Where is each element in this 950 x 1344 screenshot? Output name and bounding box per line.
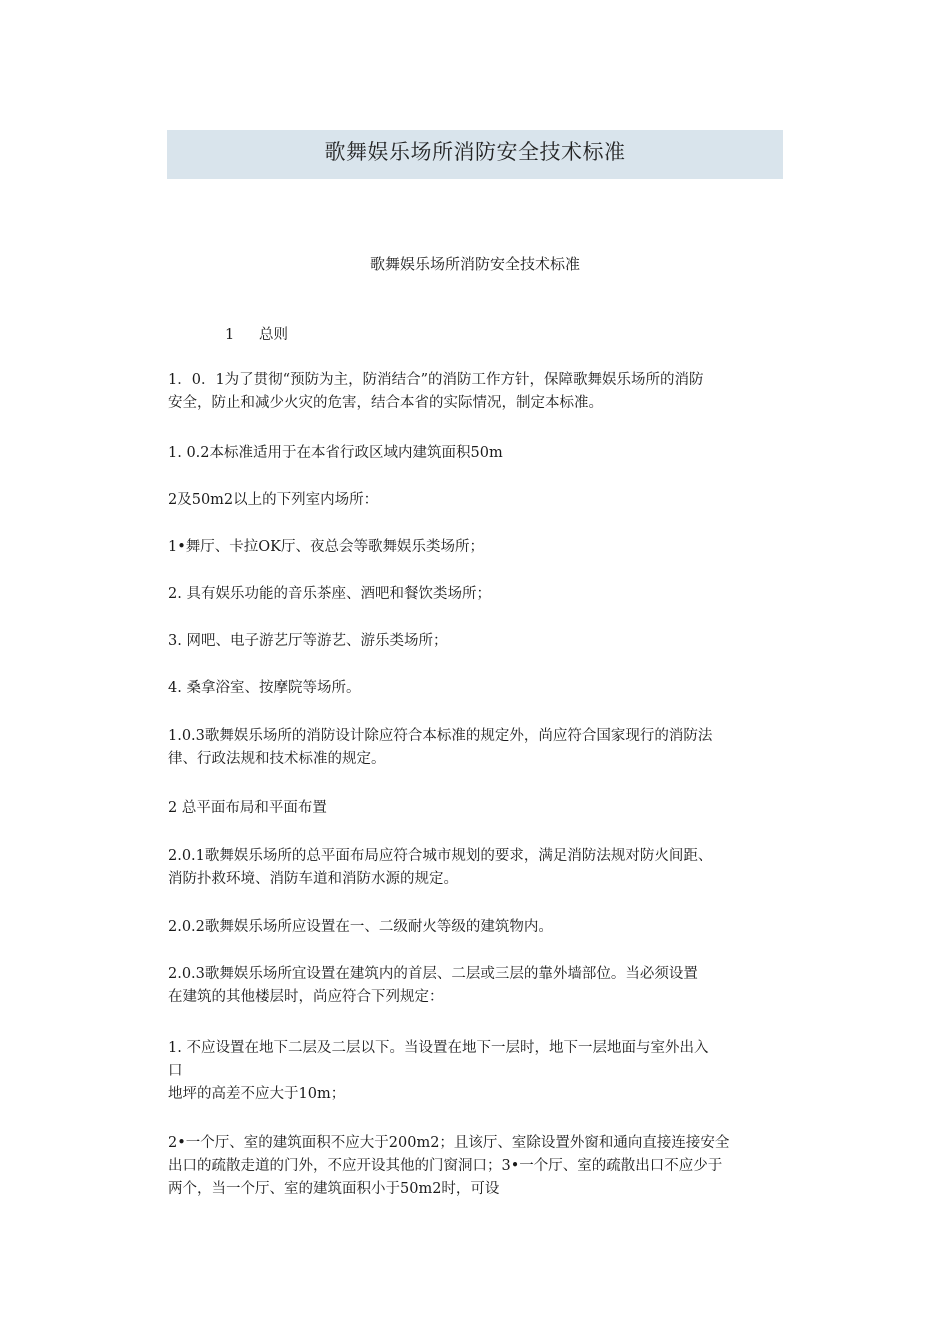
paragraph	[168, 536, 788, 559]
paragraph	[168, 963, 788, 1009]
paragraph	[168, 725, 788, 771]
paragraph	[168, 369, 788, 415]
text-line: 安全，防止和减少火灾的危害，结合本省的实际情况，制定本标准。	[168, 395, 603, 411]
document-subtitle: 歌舞娱乐场所消防安全技术标准	[369, 255, 580, 273]
text-line: 出口的疏散走道的门外，不应开设其他的门窗洞口；3•一个厅、室的疏散出口不应少于	[168, 1158, 723, 1174]
paragraph	[168, 583, 788, 606]
paragraph	[168, 630, 788, 653]
text-line: 消防扑救环境、消防车道和消防水源的规定。	[168, 871, 458, 887]
text-line: 在建筑的其他楼层时，尚应符合下列规定：	[168, 989, 444, 1005]
text-line: 2及50m2以上的下列室内场所：	[168, 492, 379, 508]
paragraph	[168, 442, 788, 465]
text-line: 地坪的高差不应大于10m；	[168, 1086, 346, 1102]
text-line: 2•一个厅、室的建筑面积不应大于200m2；且该厅、室除设置外窗和通向直接连接安全	[168, 1135, 730, 1151]
text-line: 律、行政法规和技术标准的规定。	[168, 751, 386, 767]
paragraph	[168, 677, 788, 700]
text-line: 2.0.2歌舞娱乐场所应设置在一、二级耐火等级的建筑物内。	[168, 919, 553, 935]
text-line: 1. 0.2本标准适用于在本省行政区域内建筑面积50m	[168, 445, 503, 461]
title-banner	[167, 130, 783, 179]
text-line: 1．0．1为了贯彻“预防为主，防消结合”的消防工作方针，保障歌舞娱乐场所的消防	[168, 372, 704, 388]
paragraph	[168, 916, 788, 939]
paragraph	[168, 845, 788, 891]
paragraph	[168, 1037, 788, 1106]
banner-title: 歌舞娱乐场所消防安全技术标准	[324, 140, 626, 164]
text-line: 1.0.3歌舞娱乐场所的消防设计除应符合本标准的规定外，尚应符合国家现行的消防法	[168, 728, 713, 744]
text-line: 口	[168, 1063, 183, 1079]
text-line: 2. 具有娱乐功能的音乐茶座、酒吧和餐饮类场所；	[168, 586, 491, 602]
text-line: 3. 网吧、电子游艺厅等游艺、游乐类场所；	[168, 633, 448, 649]
text-line: 4. 桑拿浴室、按摩院等场所。	[168, 680, 361, 696]
text-line: 2.0.3歌舞娱乐场所宜设置在建筑内的首层、二层或三层的靠外墙部位。当必须设置	[168, 966, 698, 982]
text-line: 2.0.1歌舞娱乐场所的总平面布局应符合城市规划的要求，满足消防法规对防火间距、	[168, 848, 713, 864]
section-heading-1	[225, 323, 288, 344]
section-heading-2	[168, 797, 788, 820]
text-line: 2 总平面布局和平面布置	[168, 800, 327, 816]
section-number: 1	[225, 327, 235, 343]
text-line: 1. 不应设置在地下二层及二层以下。当设置在地下一层时，地下一层地面与室外出入	[168, 1040, 709, 1056]
text-line: 1•舞厅、卡拉OK厅、夜总会等歌舞娱乐类场所；	[168, 539, 484, 555]
section-title: 总则	[259, 327, 288, 343]
paragraph	[168, 1132, 788, 1201]
paragraph	[168, 489, 788, 512]
text-line: 两个，当一个厅、室的建筑面积小于50m2时，可设	[168, 1181, 500, 1197]
